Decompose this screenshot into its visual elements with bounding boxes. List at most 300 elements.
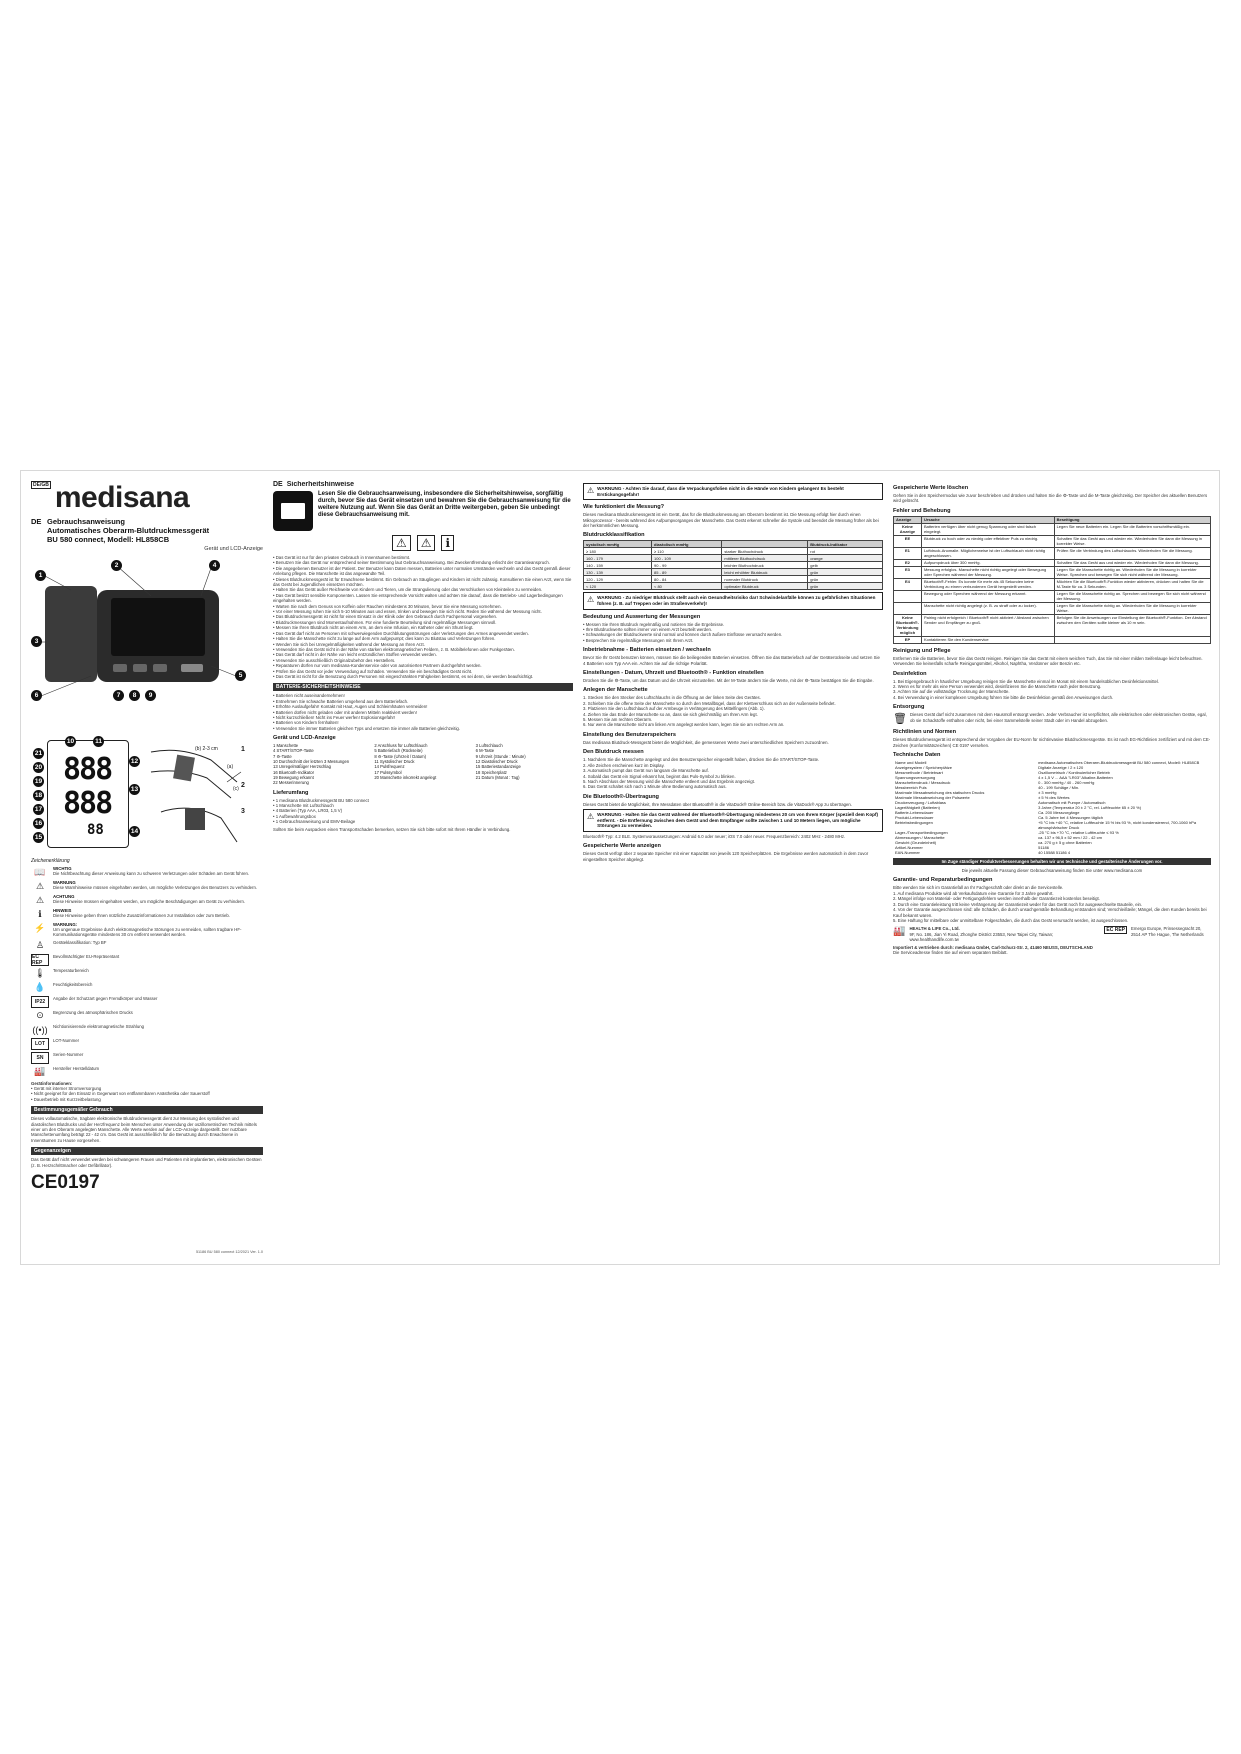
part-item: 10 Durchschnitt der letzten 3 Messungen [273, 759, 350, 765]
device-subtitle: Gerät und LCD-Anzeige [204, 546, 263, 552]
error-cause: Kontaktieren Sie den Kundenservice [921, 636, 1054, 643]
brand-row [31, 481, 263, 515]
column-header: diastolisch mmHg [652, 541, 722, 548]
warning-icon: ⚠ [587, 595, 595, 605]
table-row [894, 578, 1211, 590]
part-item: 9 Uhrzeit (Stunde : Minute) [475, 753, 526, 759]
error-cause: Bewegung oder Sprechen während der Messung erkannt. [921, 590, 1054, 602]
list-item: • Blutdruckmessungen sind Momentaufnahmen. Für eine fundierte Beurteilung sind regelmäßige Messungen sinnvoll. [273, 620, 573, 625]
disposal-text: Dieses Gerät darf nicht zusammen mit dem Hausmüll entsorgt werden. Jeder Verbraucher ist verpflichtet, alle elektrischen oder elektronischen Geräte, egal, ob sie Schadstoffe enthalten oder nicht, bei einer Sammelstelle seiner Stadt oder im Handel abzugeben. [909, 712, 1207, 723]
bluetooth-warning [583, 809, 883, 832]
part-item: 12 Diastolischer Druck [475, 759, 518, 765]
cuff-steps [583, 695, 883, 727]
list-item: • Vor einer Messung ruhen Sie sich 5-10 Minuten aus und essen, trinken und bewegen Sie sich nicht. Reden Sie während der Messung nicht. [273, 609, 573, 614]
table-cell: leichter Bluthochdruck [722, 562, 808, 569]
list-item: • Halten Sie das Gerät außer Reichweite von Kindern und Tieren, um die Strangulierung oder das Verschlucken von Kleinteilen zu vermeiden. [273, 587, 573, 592]
symbol-heading: WICHTIG [53, 866, 72, 871]
spec-label: Messbereich Puls [895, 785, 927, 791]
list-item: • Das Gerät ist nicht für die Benutzung durch Personen mit eingeschränkten Fähigkeiten bestimmt, es sei denn, sie werden beaufsichtigt. [273, 674, 573, 679]
callout-badge: 4 [209, 560, 220, 571]
arm-label: (c) [233, 786, 239, 792]
part-item: 16 Bluetooth-Indikator [273, 769, 314, 775]
column-header: Anzeige [894, 516, 922, 523]
table-cell: leicht erhöhter Blutdruck [722, 569, 808, 576]
part-item: 5 Batteriefach (Rückseite) [374, 748, 423, 754]
error-code: E4 [894, 578, 922, 590]
symbol-row [31, 880, 263, 892]
delivery-list [273, 798, 573, 825]
spec-value: 51186 [1038, 845, 1049, 851]
callout-badge: 18 [34, 792, 43, 799]
table-cell: 80 - 84 [652, 576, 722, 583]
part-item: 7 ⚙-Taste [273, 753, 292, 759]
spec-label: Druckerzeugung / Luftablass [895, 800, 946, 806]
symbol-row [31, 1024, 263, 1036]
safety-list [273, 555, 573, 679]
symbol-description: Feuchtigkeitsbereich [53, 981, 93, 987]
symbol-description: Begrenzung des atmosphärischen Drucks [53, 1009, 133, 1015]
list-item: • Verwenden Sie das Gerät nicht in der Nähe von starken elektromagnetischen Feldern, z. B. Mobiltelefonen oder Funkgeräten. [273, 647, 573, 652]
warning-icon: ⚠ [587, 486, 595, 495]
ip22-icon: IP22 [31, 996, 49, 1008]
table-cell: grün [808, 576, 883, 583]
symbol-text [53, 1066, 99, 1071]
list-item: 1. Bei Eigengebrauch in häuslicher Umgebung reinigen Sie die Manschette einmal im Monat mit einem handelsüblichen Desinfektionsmittel. [893, 678, 1160, 684]
error-cause: Blutdruck zu hoch oder zu niedrig oder effektiver Puls zu niedrig. [921, 535, 1054, 547]
list-item: • Wenden Sie sich bei Unregelmäßigkeiten während der Messung an Ihren Arzt. [273, 642, 573, 647]
contraindication-heading: Gegenanzeigen [31, 1147, 263, 1155]
list-item: 1. Stecken Sie den Stecker des Luftschlauchs in die Öffnung an der linken Seite des Gerätes. [583, 695, 761, 701]
arm-figure-number: 2 [241, 782, 245, 789]
how-it-works-heading: Wie funktioniert die Messung? [583, 504, 665, 511]
low-pressure-warning [583, 592, 883, 609]
part-item: 19 Bewegung erkannt [273, 774, 314, 780]
list-item: 3. Durch eine Garantieleistung tritt keine Verlängerung der Garantiezeit weder für das Gerät noch für ausgewechselte Bauteile, ein. [893, 901, 1143, 907]
callout-badge: 10 [66, 738, 75, 745]
symbol-description: Diese Hinweise geben Ihnen nützliche Zusatzinformationen zur Installation oder zum Betrieb. [53, 913, 230, 919]
cuff-heading: Anlegen der Manschette [583, 687, 648, 694]
callout-badge: 14 [130, 828, 139, 835]
humidity-icon: 💧 [34, 982, 46, 993]
table-row [894, 590, 1211, 602]
manufacturer-name: HEALTH & LIFE Co., Ltd. [909, 926, 960, 932]
list-item: • 1 Aufbewahrungsbox [273, 814, 573, 819]
list-item: 1. Auf medisana Produkte wird ab Verkaufsdatum eine Garantie für 3 Jahre gewährt. [893, 890, 1054, 896]
arm-drawing [141, 742, 251, 850]
symbol-text [53, 1024, 144, 1029]
alert-text: WARNUNG - Zu niedriger Blutdruck stellt auch ein Gesundheitsrisiko dar! Schwindelanfälle können zu gefährlichen Situationen führen (z. B. auf Treppen oder im Straßenverkehr)! [597, 595, 876, 606]
callout-badge: 19 [34, 778, 43, 785]
table-row [584, 569, 883, 576]
spec-label: Lagerfähigkeit (Batterien) [895, 805, 940, 811]
symbol-text [53, 940, 106, 945]
callout-badge: 7 [113, 690, 124, 701]
symbol-row [31, 922, 263, 938]
list-item: • Nicht geeignet für den Einsatz in Gegenwart von entflammbaren Anästhetika oder Sauerstoff [31, 1091, 263, 1096]
spec-label: Produkt-Lebensdauer [895, 815, 934, 821]
symbol-text [53, 996, 157, 1001]
device-illustration [31, 556, 263, 736]
part-item: 15 Batteriestandanzeige [475, 764, 521, 770]
symbol-text [53, 922, 263, 938]
table-cell: < 120 [584, 583, 652, 590]
spec-value: Ca. 5 Jahre bei 4 Messungen täglich [1038, 815, 1104, 821]
table-cell: < 80 [652, 583, 722, 590]
stored-values-text: Dieses Gerät verfügt über 2 separate Speicher mit einer Kapazität von jeweils 120 Speicherplätzen. Die Ergebnisse werden automatisch in dem zuvor eingestellten Speicher abgelegt. [583, 851, 869, 862]
list-item: • Das Blutdruckmessgerät ist nicht für einen Einsatz in der Klinik oder den Gebrauch durch Fachpersonal vorgesehen. [273, 614, 573, 619]
table-cell: 90 - 99 [652, 562, 722, 569]
error-fix: Prüfen Sie die Verbindung des Luftschlauchs. Wiederholen Sie die Messung. [1054, 547, 1210, 559]
delivery-heading: Lieferumfang [273, 789, 309, 796]
symbol-row [31, 908, 263, 920]
spec-label: Messmethode / Betriebsart [895, 770, 943, 776]
table-row [894, 535, 1211, 547]
error-code: Keine Anzeige [894, 523, 922, 535]
measure-steps [583, 757, 883, 789]
arm-cuff-illustration [141, 742, 251, 850]
evaluation-list [583, 622, 883, 644]
symbol-text [53, 968, 89, 973]
caution-icon: ⚠ [417, 535, 436, 551]
warranty-heading: Garantie- und Reparaturbedingungen [893, 877, 993, 884]
callout-badge: 2 [111, 560, 122, 571]
safety-header [273, 481, 573, 488]
safety-intro: Lesen Sie die Gebrauchsanweisung, insbesondere die Sicherheitshinweise, sorgfältig durch, bevor Sie das Gerät einsetzen und bewahren Sie die Gebrauchsanweisung für die weitere Nutzung auf. Wenn Sie das Gerät an Dritte weitergeben, geben Sie unbedingt diese Gebrauchsanweisung mit. [318, 491, 571, 518]
error-fix: Legen Sie die Manschette richtig an. Sprechen und bewegen Sie sich nicht während der Messung. [1054, 590, 1210, 602]
symbol-description: Diese Warnhinweise müssen eingehalten werden, um mögliche Verletzungen des Benutzers zu verhindern. [53, 885, 258, 891]
list-item: • Entnehmen Sie schwache Batterien umgehend aus dem Batteriefach. [273, 699, 573, 704]
symbol-description: Angabe der Schutzart gegen Fremdkörper und Wasser [53, 995, 158, 1001]
list-item: • Dieses Blutdruckmessgerät ist für Erwachsene bestimmt. Ein Gebrauch an Säuglingen und Kindern ist nicht zulässig. Konsultieren Sie einen Arzt, wenn Sie das Gerät bei Jugendlichen einsetzen möchten. [273, 577, 573, 588]
list-item: • Prüfen Sie das Gerät vor jeder Verwendung auf Schäden. Verwenden Sie ein beschädigtes Gerät nicht. [273, 669, 573, 674]
spec-label: Gewicht (Grundeinheit) [895, 840, 937, 846]
ce-mark: CE0197 [31, 1172, 100, 1194]
spec-value: Ca. 200 Messvorgänge [1038, 810, 1080, 816]
error-fix: Schalten Sie das Gerät aus und wieder ein. Wiederholen Sie dann die Messung in korrekter Weise. [1054, 535, 1210, 547]
user-memory-text: Das medisana Blutdruck-Messgerät bietet die Möglichkeit, die gemessenen Werte zwei unterschiedlichen Speichern zuzuordnen. [583, 739, 829, 745]
list-item: • Besprechen Sie regelmäßige Messungen mit Ihrem Arzt. [583, 638, 883, 643]
notes-heading: Gerätinformationen: [31, 1080, 73, 1086]
parts-list [273, 743, 573, 785]
packaging-warning [583, 483, 883, 500]
table-cell: optimaler Blutdruck [722, 583, 808, 590]
bluetooth-text: Dieses Gerät bietet die Möglichkeit, Ihre Messdaten über Bluetooth® in die VitaDock® Online-Bereich bzw. die VitaDock® App zu übertragen. [583, 801, 852, 807]
spec-value: ca. 270 g ± 5 g ohne Batterien [1038, 840, 1092, 846]
battery-safety-heading: BATTERIE-SICHERHEITSHINWEISE [273, 683, 573, 691]
manufacturer-address: 9F, No. 186, Jian Yi Road, Zhonghe District 23553, New Taipei City, Taiwan; www.healthandlife.com.tw [909, 931, 1054, 943]
list-item: • Verwenden Sie ausschließlich Originalzubehör des Herstellers. [273, 658, 573, 663]
table-row [893, 820, 1211, 830]
measure-heading: Den Blutdruck messen [583, 749, 644, 756]
ec-rep-icon: EC REP [31, 954, 49, 966]
error-fix: Befolgen Sie die Anweisungen zur Einstellung der Bluetooth®-Funktion. Der Abstand zwischen den Geräten sollte kleiner als 10 m sein. [1054, 614, 1210, 636]
list-item: 5. Messen Sie am rechten Oberarm. [583, 717, 653, 723]
symbol-description: Geräteklassifikation: Typ BF [53, 939, 107, 945]
symbol-row [31, 968, 263, 980]
lot-icon: LOT [31, 1038, 49, 1050]
callout-badge: 3 [31, 636, 42, 647]
symbol-heading: WARNUNG [53, 880, 76, 885]
error-cause: Batterien verfügen über nicht genug Spannung oder sind falsch eingelegt. [921, 523, 1054, 535]
user-memory-heading: Einstellung des Benutzerspeichers [583, 731, 676, 738]
lcd-diastolic: 888 [63, 786, 112, 821]
list-item: • 1 Gebrauchsanweisung und EMV-Beilage [273, 819, 573, 824]
list-item: • Ihre Blutdruckwerte sollten immer von einem Arzt beurteilt werden. [583, 627, 883, 632]
spec-value: medisana Automatisches Oberarm-Blutdruckmessgerät BU 580 connect, Modell: HL858CB [1038, 760, 1200, 766]
symbol-text [53, 1010, 133, 1015]
spec-label: Abmessungen / Manschette [895, 835, 945, 841]
error-code: EE [894, 535, 922, 547]
info-icon: ℹ [441, 535, 454, 551]
column-usage [583, 481, 883, 1254]
part-item: 17 Pulssymbol [374, 769, 402, 775]
spec-label: Spannungsversorgung [895, 775, 936, 781]
symbol-text [53, 880, 257, 890]
part-item: 13 Unregelmäßiger Herzschlag [273, 764, 331, 770]
spec-value: 40 15588 51186 4 [1038, 850, 1071, 856]
lcd-diagram [31, 736, 263, 854]
arm-label: (b) 2-3 cm [195, 746, 218, 752]
settings-text: Drücken Sie die ⚙-Taste, um das Datum und die Uhrzeit einzustellen. Mit der M-Taste ändern Sie die Werte, mit der ⚙-Taste bestätigen Sie die Eingabe. [583, 678, 874, 684]
spec-label: Artikel-Nummer [895, 845, 923, 851]
error-code: E3 [894, 566, 922, 578]
column-header: Ursache [921, 516, 1054, 523]
contraindication-text: Das Gerät darf nicht verwendet werden bei schwangeren Frauen und Patienten mit implantierten, elektronischen Geräten (z. B. Herzschrittmacher oder Defibrillator). [31, 1157, 262, 1168]
callout-badge: 20 [34, 764, 43, 771]
table-cell: 100 - 109 [652, 555, 722, 562]
spec-value: +5 °C bis +40 °C, relative Luftfeuchte 15 % bis 93 %, nicht kondensierend, 700-1060 hPa atmosphärischer Druck [1038, 820, 1197, 831]
device-leader-lines [31, 556, 263, 736]
callout-badge: 13 [130, 786, 139, 793]
callout-badge: 21 [34, 750, 43, 757]
caution-icon: ⚠ [35, 894, 45, 905]
list-item: • 1 medisana Blutdruckmessgerät BU 580 connect [273, 798, 573, 803]
pressure-icon: ⊙ [36, 1010, 44, 1021]
part-item: 3 Luftschlauch [475, 743, 503, 749]
list-item: • 1 Manschette mit Luftschlauch [273, 803, 573, 808]
arm-label: (a) [227, 764, 234, 770]
delete-text: Gehen Sie in den Speichermodus wie zuvor beschrieben und drücken und halten Sie die ⚙-Taste und die M-Taste gleichzeitig. Der Speicher des aktuellen Benutzers wird gelöscht. [893, 493, 1208, 504]
part-item: 20 Manschette inkorrekt angelegt [374, 774, 437, 780]
callout-badge: 11 [93, 736, 104, 747]
table-row [584, 562, 883, 569]
error-code [894, 590, 922, 602]
list-item: • Das Gerät ist nur für den privaten Gebrauch in Innenräumen bestimmt. [273, 555, 573, 560]
part-item: 1 Manschette [273, 743, 299, 749]
symbol-description: Temperaturbereich [53, 967, 89, 973]
table-row [584, 576, 883, 583]
symbol-row [31, 954, 263, 966]
symbol-description: Nichtionisierende elektromagnetische Strahlung [53, 1023, 145, 1029]
lcd-systolic: 888 [63, 752, 112, 787]
symbol-row [31, 894, 263, 906]
part-item: 18 Speicherplatz [475, 769, 507, 775]
error-code: Keine Bluetooth®-Verbindung möglich [894, 614, 922, 636]
list-item: Bitte wenden Sie sich im Garantiefall an Ihr Fachgeschäft oder direkt an die Servicestelle. [893, 885, 1064, 891]
list-item: • Erhöhte Auslaufgefahr! Kontakt mit Haut, Augen und Schleimhäuten vermeiden! [273, 704, 573, 709]
symbol-row [31, 996, 263, 1008]
table-cell: grün [808, 583, 883, 590]
table-row [894, 547, 1211, 559]
table-row [584, 583, 883, 590]
list-item: • Warten Sie nach dem Genuss von Koffein oder Rauchen mindestens 30 Minuten, bevor Sie eine Messung vornehmen. [273, 604, 573, 609]
radio-warning-icon: ⚡ [34, 922, 46, 933]
notice-band: Im Zuge ständiger Produktverbesserungen behalten wir uns technische und gestalterische Änderungen vor. [893, 858, 1211, 865]
symbol-row [31, 940, 263, 952]
cleaning-text: Entfernen Sie die Batterien, bevor Sie das Gerät reinigen. Reinigen Sie das Gerät mit einem weichen Tuch, das Sie mit einer milden Seifenlauge leicht befeuchten. Verwenden Sie keinesfalls scharfe Reinigungsmittel, Alkohol, Naphtha, Verdünner oder Benzin etc. [893, 655, 1203, 667]
symbol-description: Bevollmächtigter EU-Repräsentant [53, 953, 120, 959]
error-heading: Fehler und Behebung [893, 507, 951, 514]
symbol-text [53, 1038, 79, 1043]
callout-badge: 5 [235, 670, 246, 681]
parts-heading: Gerät und LCD-Anzeige [273, 735, 336, 742]
disinfection-list [893, 679, 1211, 701]
symbol-text [53, 954, 119, 959]
column-header [722, 541, 808, 548]
list-item: • Verwenden Sie immer Batterien gleichen Typs und ersetzen Sie immer alle Batterien gleichzeitig. [273, 726, 573, 731]
error-fix: Schalten Sie das Gerät aus und wieder ein. Wiederholen Sie dann die Messung. [1054, 559, 1210, 566]
callout-badge: 8 [129, 690, 140, 701]
importer-line: Importiert & vertrieben durch: medisana GmbH, Carl-Schurz-Str. 2, 41460 NEUSS, DEUTSCHLAND [893, 944, 1093, 950]
classification-heading: Blutdruckklassifikation [583, 532, 645, 539]
usage-heading: Bestimmungsgemäßer Gebrauch [31, 1106, 263, 1114]
error-code: EP [894, 636, 922, 643]
list-item: 3. Achten Sie auf die vollständige Trocknung der Manschette. [893, 689, 1010, 695]
part-item: 4 START/STOP-Taste [273, 748, 314, 754]
symbol-description: LOT-Nummer [53, 1037, 80, 1043]
callout-badge: 9 [145, 690, 156, 701]
list-item: 4. Bei Verwendung in einer komplexen Umgebung führen Sie bitte die Desinfektion gemäß den Anweisungen durch. [893, 694, 1114, 700]
spec-label: Maximale Messabweichung der Pulswerte [895, 795, 970, 801]
safety-intro-row [273, 491, 573, 531]
table-cell: gelb [808, 562, 883, 569]
symbol-row [31, 1066, 263, 1078]
list-item: • Batterien dürfen nicht geladen oder mit anderen Mitteln reaktiviert werden! [273, 710, 573, 715]
settings-heading: Einstellungen - Datum, Uhrzeit und Bluetooth® - Funktion einstellen [583, 670, 764, 677]
cleaning-heading: Reinigung und Pflege [893, 647, 951, 654]
warning-icons [273, 535, 573, 551]
spec-label: Lager-/Transportbedingungen [895, 830, 948, 836]
error-fix: Möchten Sie die Bluetooth®-Funktion wieder aktivieren, drücken und halten Sie die M-Taste für ca. 3 Sekunden. [1054, 578, 1210, 590]
table-row [584, 548, 883, 555]
list-item: • Gerät mit interner Stromversorgung [31, 1086, 263, 1091]
info-icon: ℹ [38, 908, 42, 919]
symbol-description: Hersteller Herstelldatum [53, 1065, 100, 1071]
symbol-description: Serien-Nummer [53, 1051, 84, 1057]
evaluation-heading: Bedeutung und Auswertung der Messungen [583, 613, 701, 620]
spec-value: ± 5 % des Wertes [1038, 795, 1070, 801]
tech-spec-table [893, 760, 1211, 855]
disposal-row [893, 712, 1211, 725]
list-item: 2. Alle Zeichen erscheinen kurz im Display. [583, 762, 665, 768]
error-cause: Pairing nicht erfolgreich / Bluetooth® nicht aktiviert / Abstand zwischen Sender und Empfänger zu groß. [921, 614, 1054, 636]
ec-rep-address: Emergo Europe, Prinsessegracht 20, 2514 AP The Hague, The Netherlands [1131, 926, 1204, 937]
spec-value: 40 - 199 Schläge / Min. [1038, 785, 1080, 791]
table-cell: 130 - 139 [584, 569, 652, 576]
part-item: 21 Datum (Monat : Tag) [475, 774, 520, 780]
list-item: 2. Schieben Sie die offene Seite der Manschette so durch den Metallbügel, dass der Klettverschluss sich an der Außenseite befindet. [583, 700, 836, 706]
part-item: 11 Systolischer Druck [374, 759, 415, 765]
table-cell: ≥ 110 [652, 548, 722, 555]
list-item: • Benutzen Sie das Gerät nur entsprechend seiner Bestimmung laut Gebrauchsanweisung. Bei Zweckentfremdung erlischt der Garantieanspruch. [273, 560, 573, 565]
spec-value: ca. 137 x 96,5 x 52 mm / 22 - 42 cm [1038, 835, 1102, 841]
battery-safety-list [273, 693, 573, 731]
lcd-pulse: 88 [87, 822, 104, 838]
battery-text: Bevor Sie Ihr Gerät benutzen können, müssen Sie die beiliegenden Batterien einsetzen. Öffnen Sie das Batteriefach auf der Geräterückseite und setzen Sie 4 Batterien vom Typ AAA ein. Achten Sie auf die richtige Polarität. [583, 655, 880, 666]
list-item: 4. Ziehen Sie das Ende der Manschette so an, dass sie sich gleichmäßig um Ihren Arm legt. [583, 711, 758, 717]
table-cell: 85 - 89 [652, 569, 722, 576]
list-item: • Dauerbetrieb mit Kurzzeitbelastung [31, 1097, 263, 1102]
list-item: 4. Sobald das Gerät ein Signal erkannt hat, beginnt das Puls-Symbol zu blinken. [583, 773, 736, 779]
warranty-list [893, 885, 1211, 923]
symbol-heading: HINWEIS [53, 908, 72, 913]
callout-badge: 1 [35, 570, 46, 581]
spec-value: 0 - 300 mmHg / 40 - 260 mmHg [1038, 780, 1095, 786]
symbol-row [31, 1010, 263, 1022]
radiation-icon: ((•)) [32, 1024, 48, 1035]
error-fix: Legen Sie die Manschette richtig an. Wiederholen Sie die Messung in korrekter Weise. Sprechen und bewegen Sie sich nicht während der Messung. [1054, 566, 1210, 578]
notice-link: Die jeweils aktuelle Fassung dieser Gebrauchsanweisung finden Sie unter www.medisana.com [961, 868, 1143, 874]
list-item: 2. Mängel infolge von Material- oder Fertigungsfehlern werden innerhalb der Garantiezeit kostenlos beseitigt. [893, 896, 1100, 902]
symbol-text [53, 1052, 83, 1057]
list-item: • Batterien von Kindern fernhalten! [273, 720, 573, 725]
list-item: • Batterien nicht auseinandernehmen! [273, 693, 573, 698]
bf-icon: ♙ [35, 940, 45, 951]
list-item: • Schwankungen der Blutdruckwerte sind normal und können durch äußere Einflüsse verursacht werden. [583, 632, 883, 637]
column-header: Beseitigung [1054, 516, 1210, 523]
table-cell: 140 - 159 [584, 562, 652, 569]
symbol-row [31, 1038, 263, 1050]
leaflet-sheet [20, 470, 1220, 1265]
alert-text: WARNUNG - Achten Sie darauf, dass die Verpackungsfolien nicht in die Hände von Kindern gelangen! Es besteht Erstickungsgefahr! [597, 486, 844, 497]
table-row [894, 614, 1211, 636]
symbol-row [31, 982, 263, 994]
part-item: 8 ⚙-Taste (Uhrzeit / Datum) [374, 753, 427, 759]
norms-text: Dieses Blutdruckmessgerät ist entsprechend der Vorgaben der EU-Norm für nichtinvasive Blutdruckmessgeräte. Es ist nach EG-Richtlinien zertifiziert und mit dem CE-Zeichen (Konformitätszeichen) CE 0197 versehen. [893, 737, 1211, 748]
error-fix [1054, 636, 1210, 643]
list-item: 5. Eine Haftung für mittelbare oder unmittelbare Folgeschäden, die durch das Gerät verursacht werden, ist ausgeschlossen. [893, 917, 1129, 923]
disposal-heading: Entsorgung [893, 704, 925, 711]
list-item: 2. Wenn es für mehr als eine Person verwendet wird, desinfizieren Sie die Manschette nach jeder Benutzung. [893, 684, 1102, 690]
symbol-heading: ACHTUNG [53, 894, 75, 899]
table-cell: ≥ 180 [584, 548, 652, 555]
section-language: DE [273, 481, 283, 488]
list-item: 3. Platzieren Sie den Luftschlauch auf der Armbeuge in Verlängerung des Mittelfingers (Abb. 1). [583, 706, 765, 712]
symbol-text [53, 908, 230, 918]
spec-label: Name und Modell [895, 760, 927, 766]
sn-icon: SN [31, 1052, 49, 1064]
list-item: • Die angegebenen Benutzer ist der Patient. Der Benutzer kann Daten messen, Batterien unter normalen Umständen wechseln und das Gerät gemäß dieser Anleitung pflegen. Die Manschette ist das angewandte Teil. [273, 566, 573, 577]
safety-title: Sicherheitshinweise [286, 481, 355, 488]
manufacturer-row [893, 926, 1211, 942]
spec-label: Manschettendruck / Messdruck [895, 780, 951, 786]
list-item: 5. Nach Abschluss der Messung wird die Manschette entleert und das Ergebnis angezeigt. [583, 778, 755, 784]
list-item: • Messen Sie Ihren Blutdruck regelmäßig und notieren Sie die Ergebnisse. [583, 622, 883, 627]
table-cell: normaler Blutdruck [722, 576, 808, 583]
list-item: 6. Das Gerät schaltet sich nach 1 Minute ohne Bedienung automatisch aus. [583, 784, 727, 790]
callout-badge: 6 [31, 690, 42, 701]
spec-label: Betriebsbedingungen [895, 820, 933, 826]
error-cause: Messung erfolglos. Manschette nicht richtig angelegt oder Bewegung oder Sprechen während der Messung. [921, 566, 1054, 578]
stored-values-heading: Gespeicherte Werte anzeigen [583, 843, 661, 850]
table-header-row [584, 541, 883, 548]
alert-text: WARNUNG - Halten Sie das Gerät während der Bluetooth®-Übertragung mindestens 20 cm von Ihrem Körper (speziell dem Kopf) entfernt. - Die Entfernung zwischen dem Gerät und dem Empfänger sollte zwischen 1 und 10 Metern liegen, um mögliche Störungen zu vermeiden. [597, 812, 879, 829]
temp-icon: 🌡 [34, 968, 46, 979]
spec-label: Batterie-Lebensdauer [895, 810, 934, 816]
table-cell: 160 - 179 [584, 555, 652, 562]
part-item [374, 780, 471, 785]
warning-icon: ⚠ [35, 880, 45, 891]
